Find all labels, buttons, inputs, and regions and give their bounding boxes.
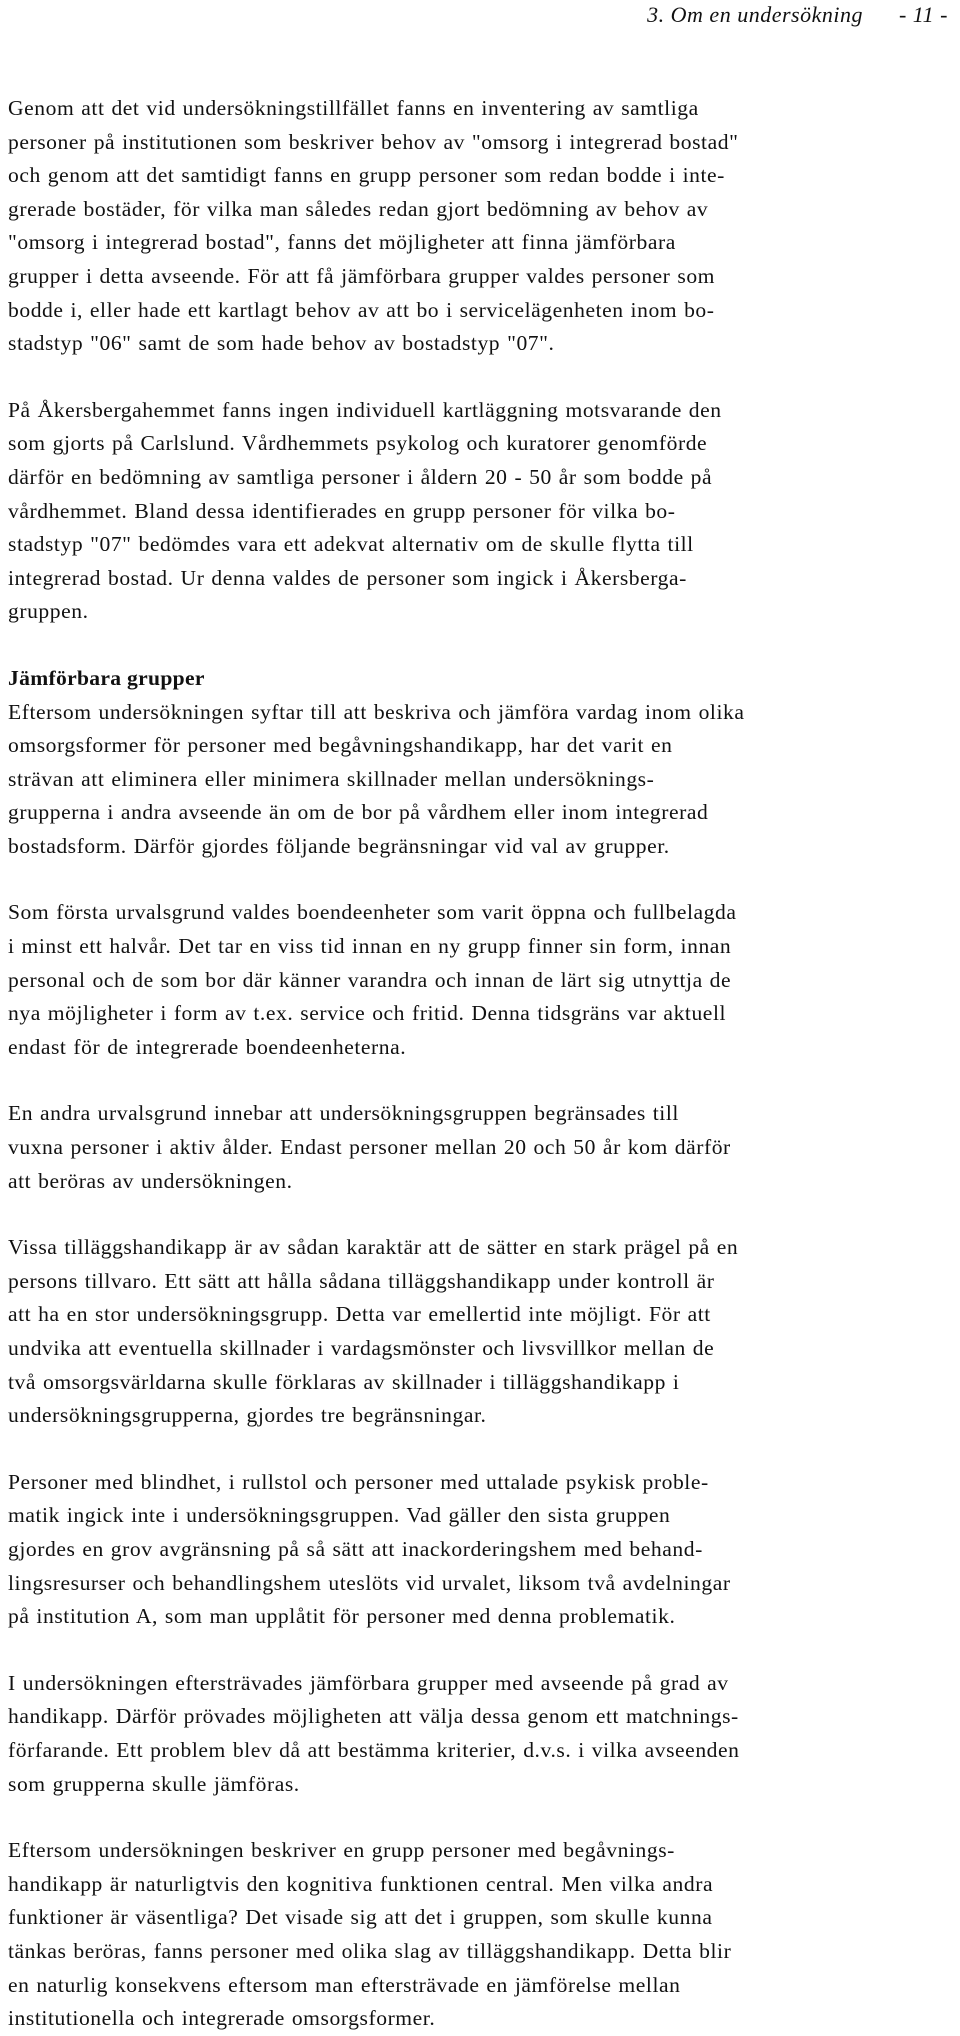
text-line: att beröras av undersökningen. bbox=[8, 1168, 293, 1193]
text-line: vårdhemmet. Bland dessa identifierades en grupp personer för vilka bo- bbox=[8, 498, 676, 523]
paragraph-begransningar bbox=[8, 1466, 948, 1634]
text-line: undersökningsgrupperna, gjordes tre begränsningar. bbox=[8, 1403, 487, 1428]
text-line: Vissa tilläggshandikapp är av sådan karaktär att de sätter en stark prägel på en bbox=[8, 1235, 739, 1260]
text-line: stadstyp "06" samt de som hade behov av bostadstyp "07". bbox=[8, 331, 555, 356]
paragraph-matchning bbox=[8, 1667, 948, 1801]
text-line: personer på institutionen som beskriver behov av "omsorg i integrerad bostad" bbox=[8, 129, 739, 154]
paragraph-eftersom-syfte bbox=[8, 696, 948, 864]
text-line: förfarande. Ett problem blev då att bestämma kriterier, d.v.s. i vilka avseenden bbox=[8, 1737, 740, 1762]
text-line: tänkas beröras, fanns personer med olika slag av tilläggshandikapp. Detta blir bbox=[8, 1938, 732, 1963]
text-line: handikapp. Därför prövades möjligheten att välja dessa genom ett matchnings- bbox=[8, 1704, 739, 1729]
text-line: som gjorts på Carlslund. Vårdhemmets psykolog och kuratorer genomförde bbox=[8, 431, 708, 456]
text-line: matik ingick inte i undersökningsgruppen. Vad gäller den sista gruppen bbox=[8, 1503, 671, 1528]
page-number: - 11 - bbox=[898, 2, 948, 27]
text-line: och genom att det samtidigt fanns en grupp personer som redan bodde i inte- bbox=[8, 163, 725, 188]
chapter-title: 3. Om en undersökning bbox=[647, 2, 863, 27]
text-line: gjordes en grov avgränsning på så sätt att inackorderingshem med behand- bbox=[8, 1536, 703, 1561]
text-line: en naturlig konsekvens eftersom man eftersträvade en jämförelse mellan bbox=[8, 1972, 681, 1997]
text-line: två omsorgsvärldarna skulle förklaras av skillnader i tilläggshandikapp i bbox=[8, 1369, 680, 1394]
text-line: funktioner är väsentliga? Det visade sig att det i gruppen, som skulle kunna bbox=[8, 1905, 713, 1930]
running-header bbox=[8, 0, 948, 30]
text-line: endast för de integrerade boendeenheterna. bbox=[8, 1034, 407, 1059]
text-line: som grupperna skulle jämföras. bbox=[8, 1771, 300, 1796]
text-line: handikapp är naturligtvis den kognitiva funktionen central. Men vilka andra bbox=[8, 1871, 714, 1896]
text-line: att ha en stor undersökningsgrupp. Detta var emellertid inte möjligt. För att bbox=[8, 1302, 711, 1327]
text-line: Personer med blindhet, i rullstol och personer med uttalade psykisk proble- bbox=[8, 1469, 709, 1494]
text-line: integrerad bostad. Ur denna valdes de personer som ingick i Åkersberga- bbox=[8, 565, 687, 590]
text-line: Eftersom undersökningen syftar till att beskriva och jämföra vardag inom olika bbox=[8, 699, 745, 724]
text-line: i minst ett halvår. Det tar en viss tid innan en ny grupp finner sin form, innan bbox=[8, 934, 732, 959]
paragraph-kognitiv-funktion bbox=[8, 1834, 948, 2036]
text-line: omsorgsformer för personer med begåvningshandikapp, har det varit en bbox=[8, 733, 673, 758]
body-text bbox=[8, 92, 948, 2036]
text-line: På Åkersbergahemmet fanns ingen individuell kartläggning motsvarande den bbox=[8, 397, 722, 422]
text-line: bodde i, eller hade ett kartlagt behov av att bo i servicelägenheten inom bo- bbox=[8, 297, 715, 322]
text-line: bostadsform. Därför gjordes följande begränsningar vid val av grupper. bbox=[8, 833, 670, 858]
text-line: stadstyp "07" bedömdes vara ett adekvat alternativ om de skulle flytta till bbox=[8, 532, 694, 557]
text-line: grerade bostäder, för vilka man således redan gjort bedömning av behov av bbox=[8, 196, 709, 221]
document-page bbox=[8, 0, 948, 2036]
text-line: institutionella och integrerade omsorgsformer. bbox=[8, 2006, 436, 2031]
paragraph-tillaggshandikapp bbox=[8, 1231, 948, 1433]
text-line: därför en bedömning av samtliga personer i åldern 20 - 50 år som bodde på bbox=[8, 464, 713, 489]
text-line: strävan att eliminera eller minimera skillnader mellan undersöknings- bbox=[8, 766, 655, 791]
text-line: personal och de som bor där känner varandra och innan de lärt sig utnyttja de bbox=[8, 967, 732, 992]
text-line: nya möjligheter i form av t.ex. service och fritid. Denna tidsgräns var aktuell bbox=[8, 1001, 727, 1026]
text-line: gruppen. bbox=[8, 599, 89, 624]
paragraph-forsta-urvalsgrund bbox=[8, 896, 948, 1064]
text-line: persons tillvaro. Ett sätt att hålla sådana tilläggshandikapp under kontroll är bbox=[8, 1268, 715, 1293]
text-line: Genom att det vid undersökningstillfället fanns en inventering av samtliga bbox=[8, 96, 699, 120]
section-heading: Jämförbara grupper bbox=[8, 665, 205, 690]
text-line: En andra urvalsgrund innebar att undersökningsgruppen begränsades till bbox=[8, 1101, 679, 1126]
text-line: Eftersom undersökningen beskriver en grupp personer med begåvnings- bbox=[8, 1838, 675, 1863]
text-line: vuxna personer i aktiv ålder. Endast personer mellan 20 och 50 år kom därför bbox=[8, 1135, 731, 1160]
text-line: lingsresurser och behandlingshem uteslöts vid urvalet, liksom två avdelningar bbox=[8, 1570, 731, 1595]
paragraph-inventering bbox=[8, 92, 948, 361]
text-line: grupperna i andra avseende än om de bor på vårdhem eller inom integrerad bbox=[8, 800, 709, 825]
text-line: I undersökningen eftersträvades jämförbara grupper med avseende på grad av bbox=[8, 1670, 729, 1695]
text-line: undvika att eventuella skillnader i vardagsmönster och livsvillkor mellan de bbox=[8, 1336, 715, 1360]
paragraph-andra-urvalsgrund bbox=[8, 1097, 948, 1198]
text-line: Som första urvalsgrund valdes boendeenheter som varit öppna och fullbelagda bbox=[8, 900, 737, 925]
text-line: på institution A, som man upplåtit för personer med denna problematik. bbox=[8, 1604, 676, 1629]
text-line: grupper i detta avseende. För att få jämförbara grupper valdes personer som bbox=[8, 263, 716, 288]
paragraph-akersberga bbox=[8, 394, 948, 629]
text-line: "omsorg i integrerad bostad", fanns det möjligheter att finna jämförbara bbox=[8, 230, 676, 255]
